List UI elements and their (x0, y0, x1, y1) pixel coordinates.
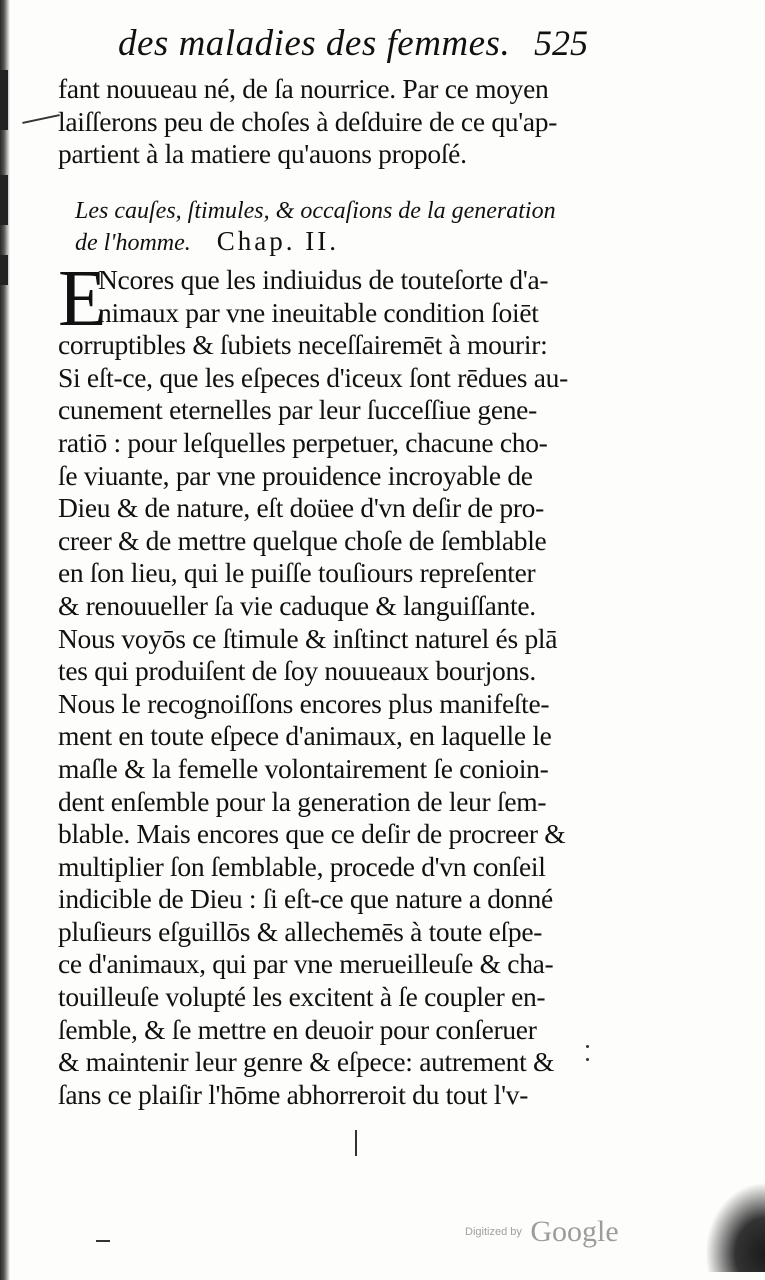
text-line: maſle & la femelle volontairement ſe conioin- (58, 752, 549, 784)
text-line: Ncores que les indiuidus de touteſorte d'a- (98, 264, 549, 295)
text-line: dent enſemble pour la generation de leur ſem- (58, 785, 547, 817)
chapter-heading-line-2 (75, 226, 565, 258)
text-line: touilleuſe volupté les excitent à ſe coupler en- (58, 981, 546, 1013)
text-line: ſans ce plaiſir l'hōme abhorreroit du tout l'v- (58, 1078, 529, 1110)
page-number: 525 (534, 23, 588, 63)
text-line: multiplier ſon ſemblable, procede d'vn conſeil (58, 850, 546, 882)
text-line: partient à la matiere qu'auons propoſé. (58, 138, 467, 170)
chapter-heading (75, 196, 565, 258)
running-head (118, 22, 588, 72)
text-line: ratiō : pour leſquelles perpetuer, chacune cho- (58, 426, 548, 458)
scan-artifact (22, 114, 59, 123)
edge-mark (0, 255, 8, 285)
main-paragraph (58, 255, 578, 1111)
intro-paragraph (58, 73, 578, 171)
scan-artifact (355, 1130, 357, 1156)
text-line: nimaux par vne ineuitable condition ſoiēt (98, 296, 539, 328)
text-line: laiſſerons peu de choſes à deſduire de ce qu'ap- (58, 105, 558, 137)
text-line: fant nouueau né, de ſa nourrice. Par ce moyen (58, 73, 549, 104)
watermark-prefix: Digitized by (465, 1226, 522, 1238)
chapter-label: Chap. II. (216, 226, 340, 256)
text-line: cunement eternelles par leur ſucceſſiue gene- (58, 394, 537, 426)
text-line: & renouueller ſa vie caduque & languiſſante. (58, 589, 536, 621)
scan-artifact (586, 1045, 589, 1048)
scan-artifact (96, 1240, 110, 1242)
text-line: corruptibles & ſubiets neceſſairemēt à mourir: (58, 329, 548, 361)
chapter-heading-subject: de l'homme. (75, 230, 191, 256)
edge-mark (0, 70, 8, 130)
text-line: blable. Mais encores que ce deſir de procreer & (58, 818, 566, 850)
drop-cap: E (58, 255, 107, 343)
text-line: & maintenir leur genre & eſpece: autrement & (58, 1046, 555, 1078)
scan-artifact (586, 1058, 589, 1061)
text-line: en ſon lieu, qui le puiſſe touſiours repreſenter (58, 557, 536, 589)
chapter-heading-line: Les cauſes, ſtimules, & occaſions de la generation (75, 198, 556, 224)
running-title: des maladies des femmes. (118, 23, 511, 64)
text-line: Nous le recognoiſſons encores plus manifeſte- (58, 687, 550, 719)
text-line: ment en toute eſpece d'animaux, en laquelle le (58, 720, 552, 752)
edge-mark (0, 175, 8, 225)
text-line: ſe viuante, par vne prouidence incroyable de (58, 459, 533, 491)
text-line: indicible de Dieu : ſi eſt-ce que nature a donné (58, 883, 553, 915)
page-corner-smudge (705, 1182, 765, 1272)
text-line: Si eſt-ce, que les eſpeces d'iceux ſont rēdues au- (58, 361, 568, 393)
text-line: ce d'animaux, qui par vne merueilleuſe & cha- (58, 948, 554, 980)
text-line: ſemble, & ſe mettre en deuoir pour conſeruer (58, 1013, 537, 1045)
text-line: creer & de mettre quelque choſe de ſemblable (58, 524, 547, 556)
text-line: Dieu & de nature, eſt doüee d'vn deſir de pro- (58, 492, 544, 524)
text-line: Nous voyōs ce ſtimule & inſtinct naturel és plā (58, 622, 558, 654)
google-logo: Google (530, 1215, 619, 1248)
text-line: tes qui produiſent de ſoy nouueaux bourjons. (58, 655, 536, 687)
text-line: pluſieurs eſguillōs & allechemēs à toute eſpe- (58, 915, 543, 947)
digitized-watermark (465, 1215, 619, 1249)
